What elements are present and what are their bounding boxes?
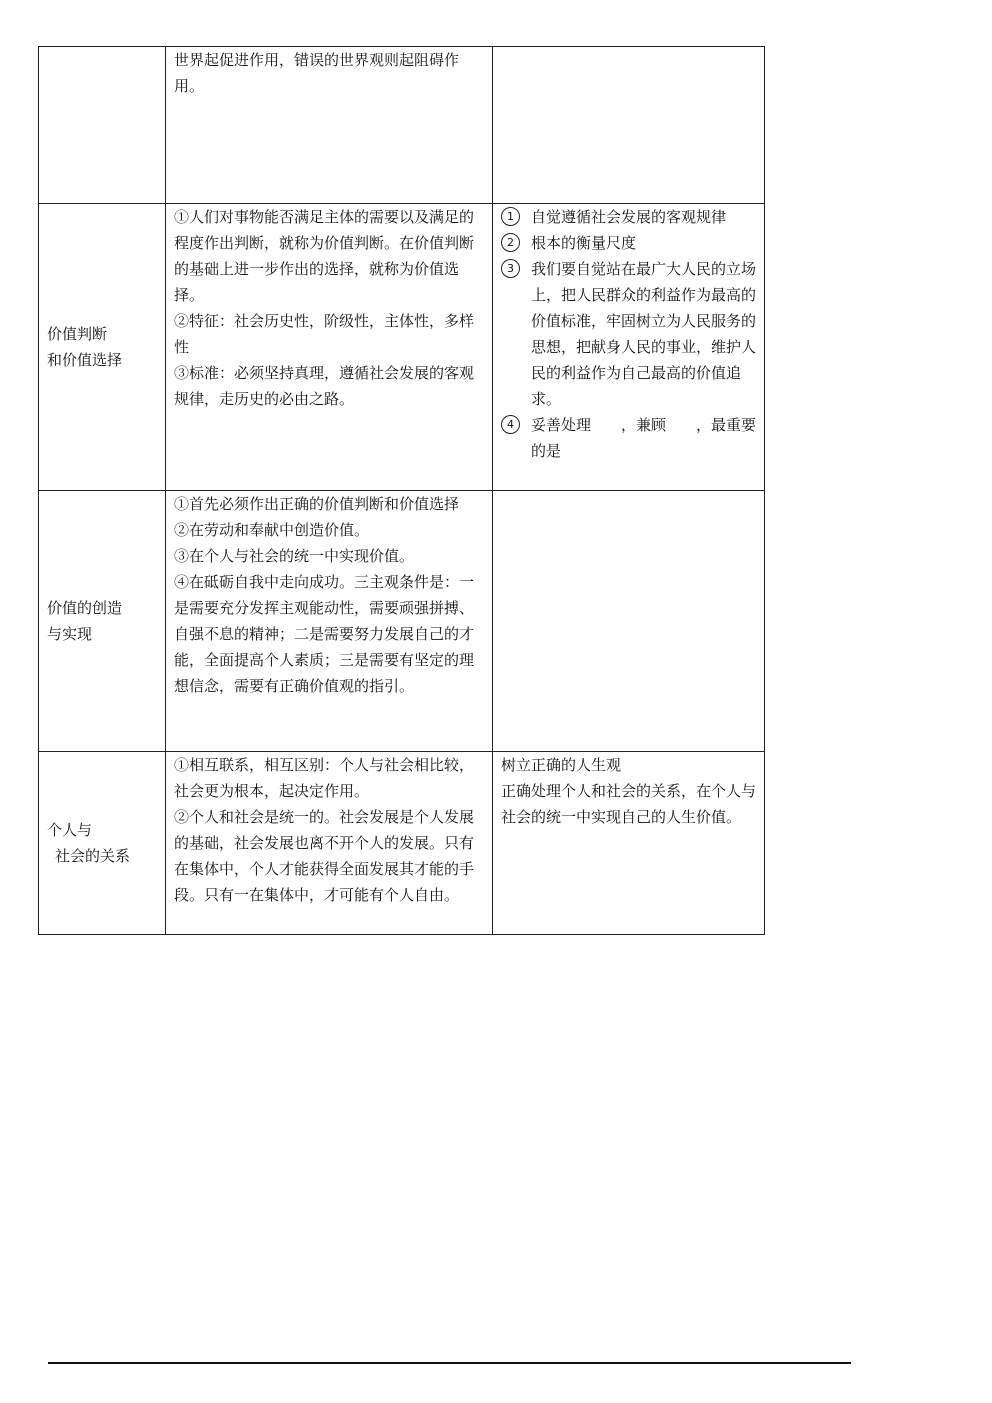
topic-cell [39, 752, 166, 935]
content-text: ④在砥砺自我中走向成功。三主观条件是：一是需要充分发挥主观能动性，需要顽强拼搏、自强不息的精神；二是需要努力发展自己的才能，全面提高个人素质；三是需要有坚定的理想信念，需要有正确价值观的指引。 [174, 573, 475, 695]
list-item-text: 妥善处理 ，兼顾 ，最重要的是 [531, 416, 757, 460]
table-row [39, 752, 765, 935]
content-cell [166, 204, 493, 491]
content-text: 世界起促进作用，错误的世界观则起阻碍作用。 [174, 51, 460, 95]
circled-number-icon: 2 [501, 233, 520, 252]
topic-label-line: 与实现 [47, 625, 93, 643]
method-cell [493, 491, 765, 752]
method-cell [493, 47, 765, 204]
topic-label-line: 价值判断 [47, 325, 108, 343]
list-item-text: 根本的衡量尺度 [531, 234, 637, 252]
content-text: ③在个人与社会的统一中实现价值。 [174, 547, 415, 565]
method-cell [493, 204, 765, 491]
list-item [501, 230, 756, 256]
list-item-text: 我们要自觉站在最广大人民的立场上，把人民群众的利益作为最高的价值标准，牢固树立为人民服务的思想，把献身人民的事业，维护人民的利益作为自己最高的价值追求。 [531, 260, 757, 408]
method-cell [493, 752, 765, 935]
content-text: ①人们对事物能否满足主体的需要以及满足的程度作出判断，就称为价值判断。在价值判断的基础上进一步作出的选择，就称为价值选择。 [174, 208, 475, 304]
topic-cell [39, 47, 166, 204]
topic-label-line: 个人与 [47, 821, 93, 839]
list-item [501, 256, 756, 412]
circled-number-icon: 1 [501, 207, 520, 226]
list-item [501, 204, 756, 230]
content-cell [166, 752, 493, 935]
circled-number-icon: 4 [501, 415, 520, 434]
topic-cell [39, 491, 166, 752]
method-list [501, 204, 756, 464]
table-row [39, 47, 765, 204]
table-row [39, 204, 765, 491]
topic-cell [39, 204, 166, 491]
content-text: ①相互联系，相互区别：个人与社会相比较，社会更为根本，起决定作用。 [174, 756, 475, 800]
method-text: 树立正确的人生观 [501, 756, 622, 774]
content-cell [166, 47, 493, 204]
content-text: ②特征：社会历史性，阶级性，主体性，多样性 [174, 312, 475, 356]
circled-number-icon: 3 [501, 259, 520, 278]
topic-label-line: 价值的创造 [47, 599, 123, 617]
content-cell [166, 491, 493, 752]
content-table [38, 46, 765, 935]
footer-divider [48, 1362, 851, 1364]
content-text: ①首先必须作出正确的价值判断和价值选择 [174, 495, 460, 513]
topic-label-line: 和价值选择 [47, 351, 123, 369]
content-text: ②个人和社会是统一的。社会发展是个人发展的基础，社会发展也离不开个人的发展。只有在集体中，个人才能获得全面发展其才能的手段。只有一在集体中，才可能有个人自由。 [174, 808, 475, 904]
topic-label-line: 社会的关系 [55, 847, 131, 865]
content-text: ②在劳动和奉献中创造价值。 [174, 521, 370, 539]
method-text: 正确处理个人和社会的关系，在个人与社会的统一中实现自己的人生价值。 [501, 782, 757, 826]
list-item [501, 412, 756, 464]
table-row [39, 491, 765, 752]
list-item-text: 自觉遵循社会发展的客观规律 [531, 208, 727, 226]
content-text: ③标准：必须坚持真理，遵循社会发展的客观规律，走历史的必由之路。 [174, 364, 475, 408]
